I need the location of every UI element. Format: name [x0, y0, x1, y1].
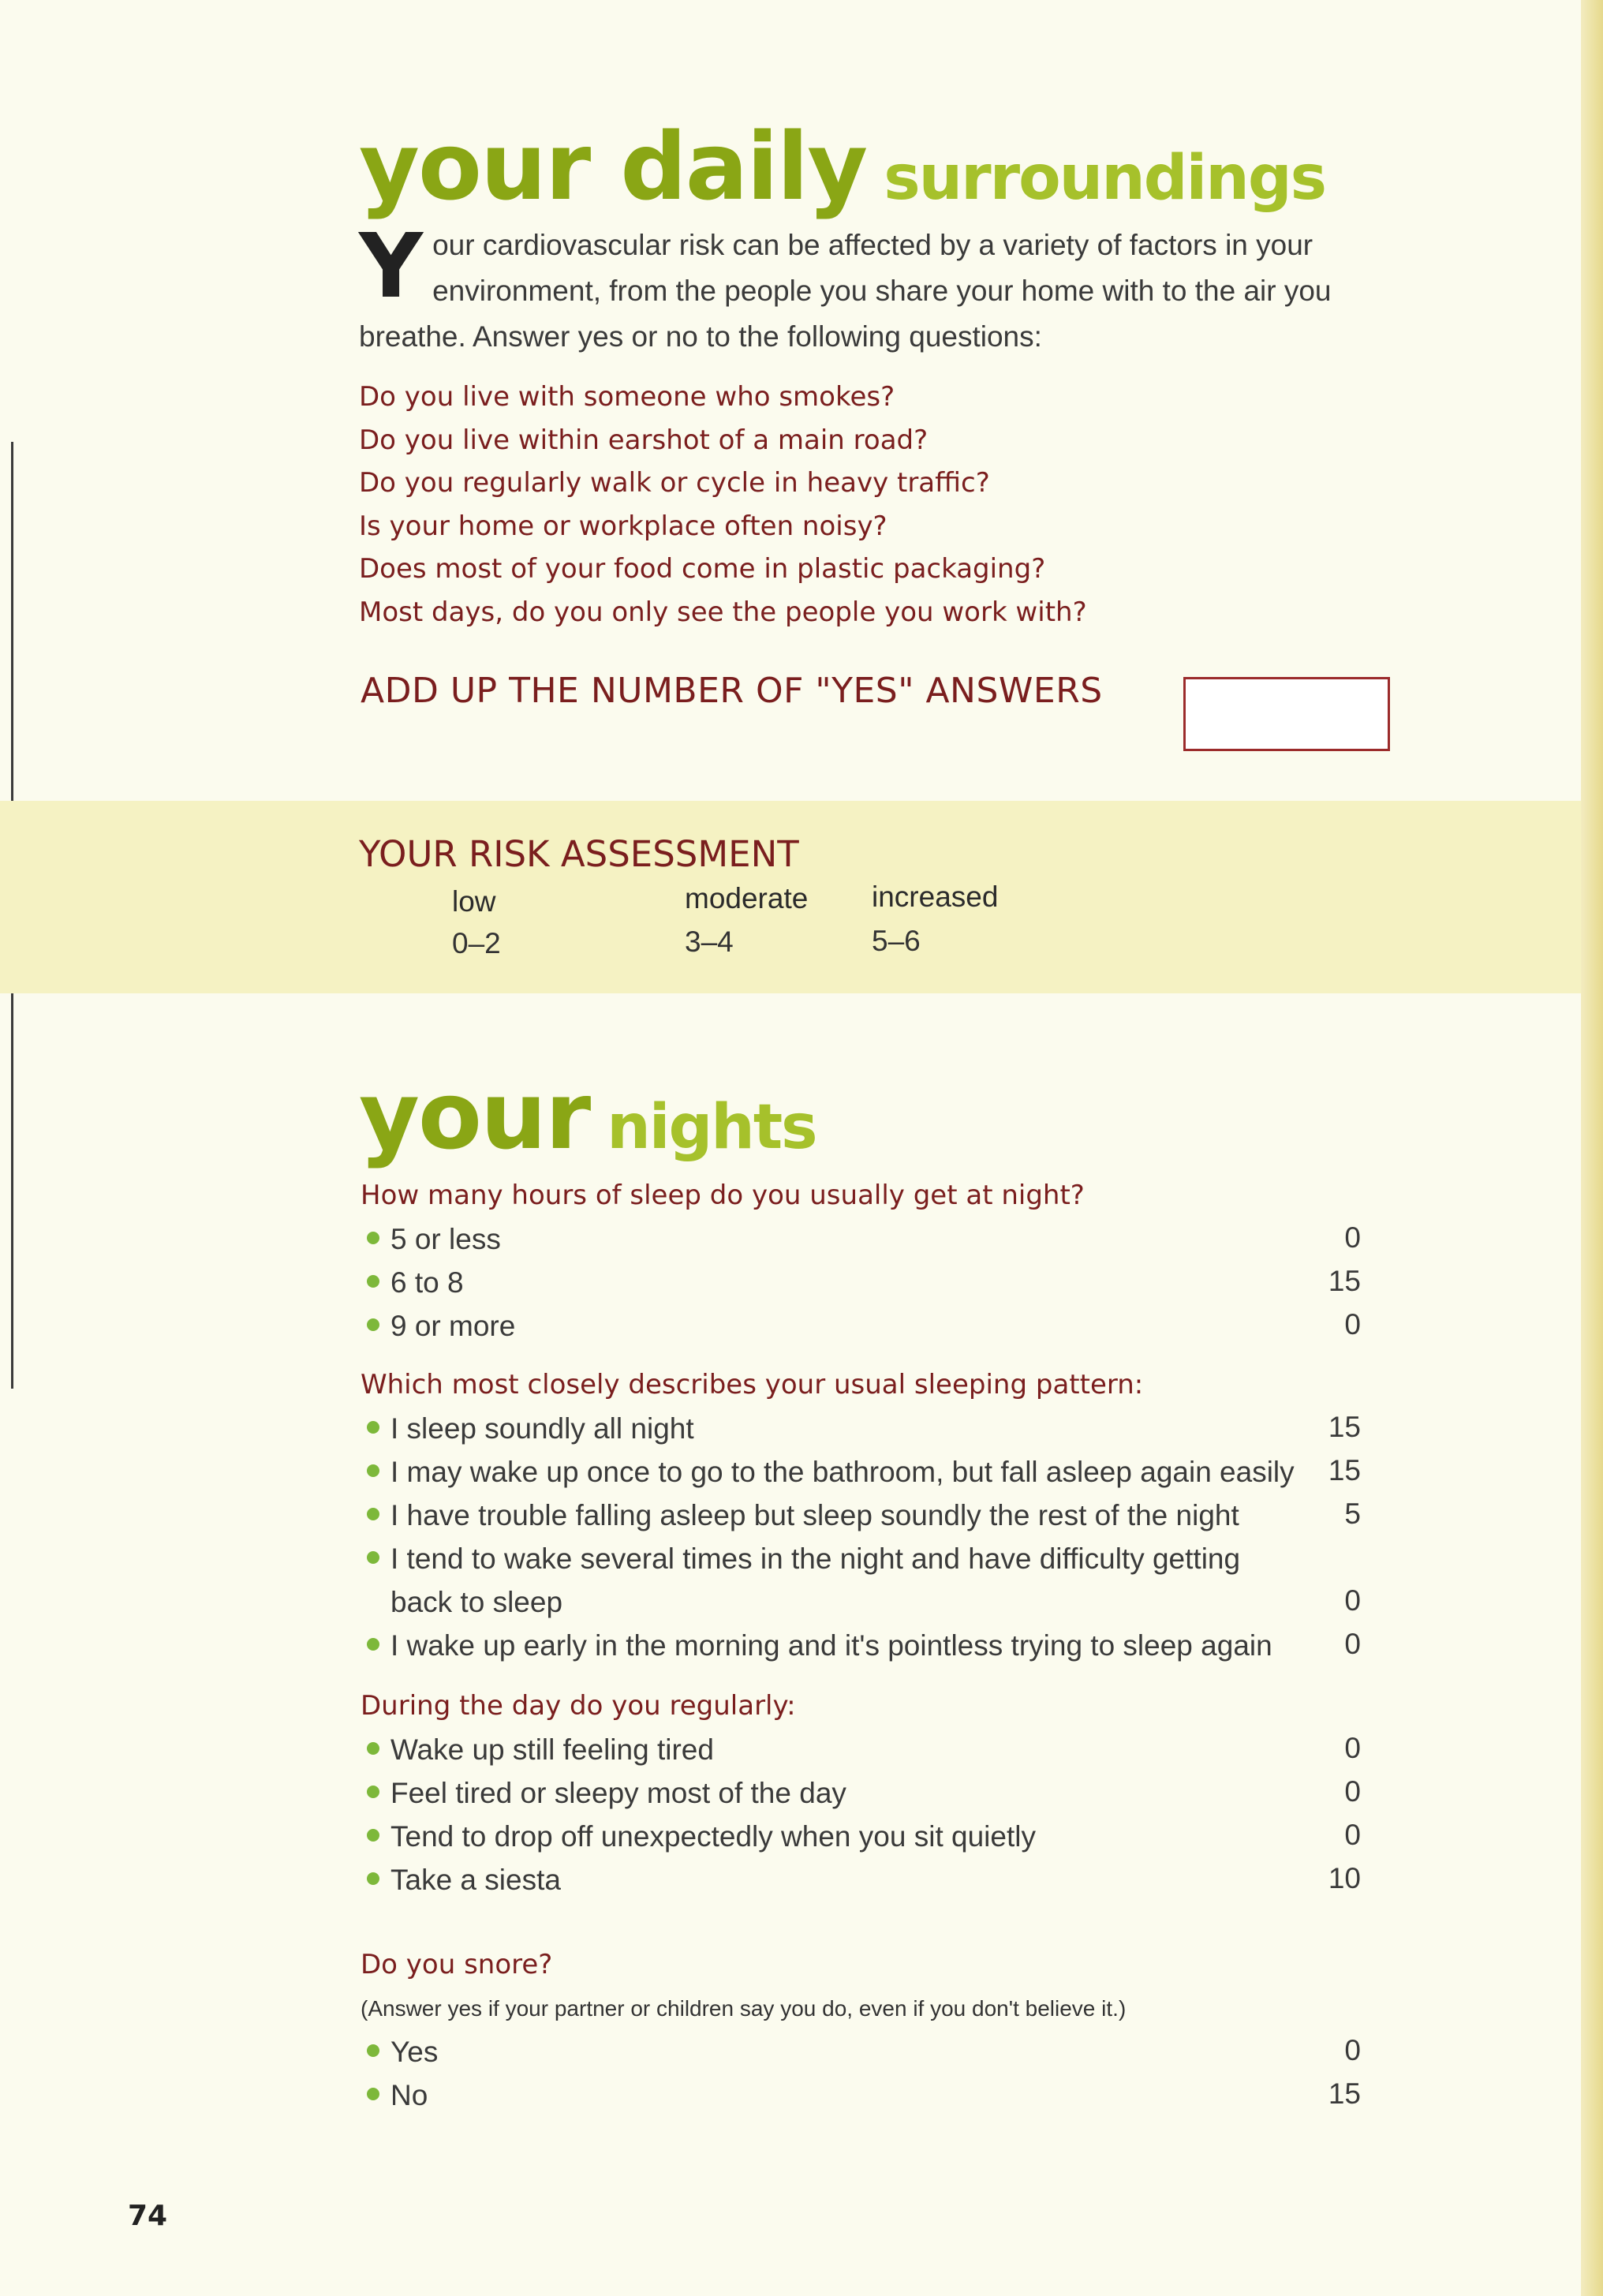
option-item[interactable] [367, 1629, 1272, 1662]
question-item: Is your home or workplace often noisy? [359, 510, 887, 542]
bullet-icon [367, 1742, 379, 1755]
bullet-icon [367, 1421, 379, 1434]
risk-range-low: 0–2 [452, 927, 501, 959]
surroundings-question-list [359, 376, 1087, 634]
option-score: 0 [1344, 1221, 1361, 1254]
drop-cap: Y [359, 215, 424, 318]
option-item[interactable] [367, 1777, 846, 1810]
option-score: 15 [1328, 1265, 1361, 1297]
option-item[interactable] [367, 1733, 714, 1767]
option-score: 10 [1328, 1862, 1361, 1894]
yes-count-answer-box[interactable] [1183, 677, 1390, 751]
option-text: Take a siesta [390, 1864, 561, 1896]
question-item: Do you live with someone who smokes? [359, 381, 895, 413]
intro-text: our cardiovascular risk can be affected by a variety of factors in your environment, from the people you share your home with to the air you breathe. Answer yes or no to the following questions: [359, 229, 1332, 353]
risk-range-increased: 5–6 [872, 925, 921, 957]
bullet-icon [367, 2044, 379, 2057]
bullet-icon [367, 1551, 379, 1564]
option-score: 0 [1344, 1732, 1361, 1764]
sleep-hours-question: How many hours of sleep do you usually get at night? [361, 1180, 1085, 1211]
option-score: 15 [1328, 2077, 1361, 2110]
option-item[interactable] [367, 1223, 501, 1256]
bullet-icon [367, 1318, 379, 1331]
title-bold-part: your [359, 1061, 590, 1170]
option-text: I have trouble falling asleep but sleep soundly the rest of the night [390, 1499, 1239, 1531]
option-item[interactable] [367, 2079, 428, 2112]
option-item[interactable] [367, 1499, 1239, 1532]
surroundings-title [359, 112, 1325, 221]
option-text: 6 to 8 [390, 1266, 464, 1299]
option-item[interactable] [367, 1820, 1036, 1853]
risk-assessment-heading: YOUR RISK ASSESSMENT [359, 833, 799, 875]
option-item[interactable] [367, 1310, 515, 1343]
option-score: 15 [1328, 1411, 1361, 1443]
snore-question: Do you snore? [361, 1949, 553, 1980]
intro-paragraph [359, 215, 1424, 360]
bullet-icon [367, 1786, 379, 1798]
option-score: 0 [1344, 1584, 1361, 1617]
bullet-icon [367, 1275, 379, 1288]
sleep-pattern-question: Which most closely describes your usual sleeping pattern: [361, 1369, 1144, 1400]
option-text: I wake up early in the morning and it's pointless trying to sleep again [390, 1629, 1272, 1662]
snore-question-note: (Answer yes if your partner or children say you do, even if you don't believe it.) [361, 1996, 1127, 2021]
option-text-continued: back to sleep [390, 1586, 563, 1618]
option-item[interactable] [367, 1412, 694, 1445]
option-text: Yes [390, 2036, 439, 2068]
risk-level-increased-label: increased [872, 881, 999, 913]
bullet-icon [367, 1872, 379, 1885]
option-score: 0 [1344, 1628, 1361, 1660]
option-text: No [390, 2079, 428, 2111]
option-text: I sleep soundly all night [390, 1412, 694, 1445]
bullet-icon [367, 1232, 379, 1244]
option-text: Wake up still feeling tired [390, 1733, 714, 1766]
bullet-icon [367, 1638, 379, 1651]
risk-range-moderate: 3–4 [685, 926, 734, 958]
option-item[interactable] [367, 1864, 561, 1897]
option-text: 5 or less [390, 1223, 501, 1255]
title-light-part: surroundings [884, 143, 1326, 214]
title-light-part: nights [607, 1092, 816, 1163]
option-item[interactable] [367, 1456, 1295, 1489]
bullet-icon [367, 1829, 379, 1842]
bullet-icon [367, 1508, 379, 1520]
option-item[interactable] [367, 1543, 1240, 1576]
option-item[interactable] [367, 1266, 464, 1299]
risk-level-moderate-label: moderate [685, 882, 809, 914]
risk-level-low-label: low [452, 885, 496, 918]
bullet-icon [367, 1464, 379, 1477]
option-text: I may wake up once to go to the bathroom, but fall asleep again easily [390, 1456, 1295, 1488]
option-score: 0 [1344, 1819, 1361, 1851]
option-text: I tend to wake several times in the night and have difficulty getting [390, 1543, 1241, 1575]
option-score: 0 [1344, 1308, 1361, 1341]
bullet-icon [367, 2088, 379, 2100]
option-score: 0 [1344, 1775, 1361, 1808]
question-item: Do you regularly walk or cycle in heavy traffic? [359, 467, 990, 499]
question-item: Do you live within earshot of a main road? [359, 424, 929, 456]
title-bold-part: your daily [359, 112, 867, 221]
page-number: 74 [128, 2200, 168, 2232]
option-item[interactable] [367, 2036, 438, 2069]
option-text: 9 or more [390, 1310, 516, 1342]
option-score: 5 [1344, 1498, 1361, 1530]
nights-title [359, 1061, 816, 1170]
page-edge-shading [1581, 0, 1603, 2296]
option-score: 15 [1328, 1454, 1361, 1486]
question-item: Does most of your food come in plastic packaging? [359, 553, 1046, 585]
option-text: Feel tired or sleepy most of the day [390, 1777, 846, 1809]
option-score: 0 [1344, 2034, 1361, 2066]
question-item: Most days, do you only see the people you work with? [359, 596, 1087, 628]
add-up-label: ADD UP THE NUMBER OF "YES" ANSWERS [361, 671, 1103, 711]
option-text: Tend to drop off unexpectedly when you sit quietly [390, 1820, 1036, 1853]
daytime-question: During the day do you regularly: [361, 1690, 796, 1722]
